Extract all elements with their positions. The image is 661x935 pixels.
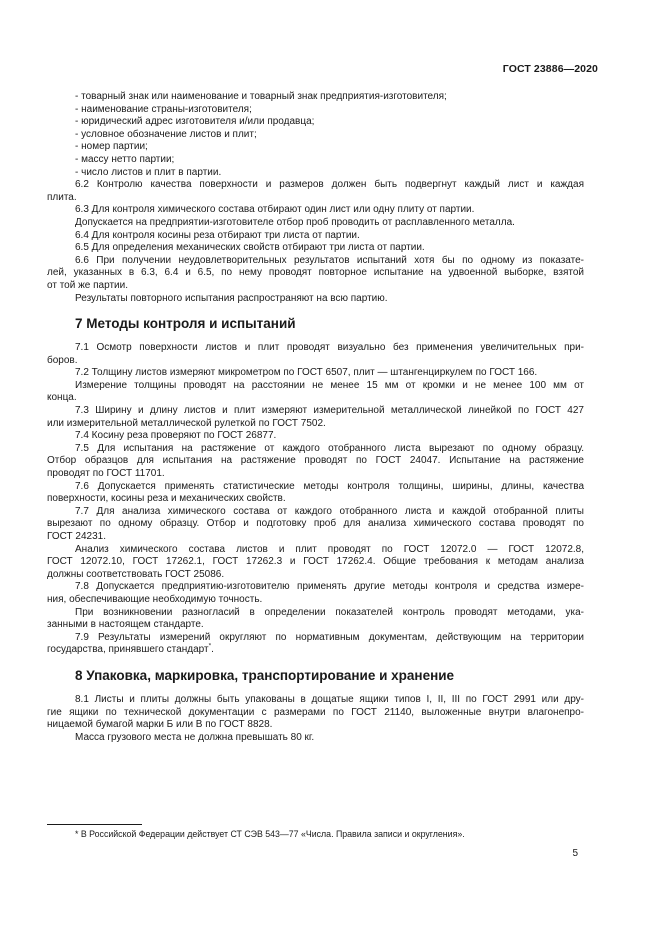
page-number: 5	[572, 848, 578, 859]
paragraph-8-1-line: гие ящики по технической документации с размерами по ГОСТ 21140, выложенные внутри влагонепро-	[47, 706, 584, 718]
paragraph-7-1-line: 7.1 Осмотр поверхности листов и плит проводят визуально без применения увеличительных при-	[75, 342, 584, 354]
paragraph-7-7-line: 7.7 Для анализа химического состава от каждого отобранного листа и каждой отобранной плиты	[75, 505, 584, 517]
paragraph-7-7-note-line: должны соответствовать ГОСТ 25086.	[47, 568, 225, 580]
list-item: - наименование страны-изготовителя;	[75, 103, 252, 115]
footnote-divider	[47, 824, 142, 825]
paragraph-8-1-line: ницаемой бумагой марки Б или В по ГОСТ 8828.	[47, 719, 273, 731]
list-item: - номер партии;	[75, 141, 148, 153]
section-7-heading: 7 Методы контроля и испытаний	[75, 316, 296, 332]
footnote-mark: *	[208, 643, 212, 651]
paragraph-7-9-text: государства, принявшего стандарт	[47, 644, 209, 656]
paragraph-7-2-note-line: конца.	[47, 392, 77, 404]
paragraph-7-7-note-line: Анализ химического состава листов и плит проводят по ГОСТ 12072.0 — ГОСТ 12072.8,	[75, 543, 584, 555]
list-item: - массу нетто партии;	[75, 153, 175, 165]
paragraph-8-1-line: 8.1 Листы и плиты должны быть упакованы в дощатые ящики типов I, II, III по ГОСТ 2991 или дру-	[75, 693, 584, 705]
list-item: - юридический адрес изготовителя и/или продавца;	[75, 116, 315, 128]
paragraph-7-2-note-line: Измерение толщины проводят на расстоянии не менее 15 мм от кромки и не менее 100 мм от	[75, 379, 584, 391]
paragraph-6-6-line: лей, указанных в 6.3, 6.4 и 6.5, по нему проводят повторное испытание на удвоенной выборке, взятой	[47, 267, 584, 279]
paragraph-7-8-note-line: При возникновении разногласий в определении показателей контроль проводят методами, ука-	[75, 606, 584, 618]
list-item: - число листов и плит в партии.	[75, 166, 222, 178]
paragraph-7-5-line: 7.5 Для испытания на растяжение от каждого отобранного листа вырезают по одному образцу.	[75, 442, 584, 454]
paragraph-7-5-line: Отбор образцов для испытания на растяжение проводят по ГОСТ 24047. Испытание на растяжение	[47, 455, 584, 467]
paragraph-6-2-line: плита.	[47, 191, 77, 203]
paragraph-7-3-line: или измерительной металлической рулеткой по ГОСТ 7502.	[47, 417, 326, 429]
paragraph-7-8-note-line: занными в настоящем стандарте.	[47, 619, 204, 631]
paragraph-8-1-note: Масса грузового места не должна превышать 80 кг.	[75, 731, 315, 743]
paragraph-6-3: 6.3 Для контроля химического состава отбирают один лист или одну плиту от партии.	[75, 204, 475, 216]
paragraph-7-7-line: ГОСТ 24231.	[47, 531, 106, 542]
paragraph-7-1-line: боров.	[47, 354, 78, 366]
paragraph-7-3-line: 7.3 Ширину и длину листов и плит измеряют измерительной металлической линейкой по ГОСТ 427	[75, 405, 584, 417]
footnote: * В Российской Федерации действует СТ СЭВ 543—77 «Числа. Правила записи и округления».	[75, 829, 465, 839]
paragraph-7-2: 7.2 Толщину листов измеряют микрометром по ГОСТ 6507, плит — штангенциркулем по ГОСТ 166.	[75, 367, 538, 379]
paragraph-6-6-line: от той же партии.	[47, 279, 128, 291]
paragraph-6-3-note: Допускается на предприятии-изготовителе отбор проб проводить от расплавленного металла.	[75, 216, 515, 228]
paragraph-6-6-note: Результаты повторного испытания распространяют на всю партию.	[75, 292, 388, 304]
paragraph-7-9-end: .	[211, 644, 214, 656]
paragraph-7-6-line: 7.6 Допускается применять статистические методы контроля толщины, ширины, длины, качества	[75, 480, 584, 492]
paragraph-7-8-line: 7.8 Допускается предприятию-изготовителю применять другие методы контроля и средства измере-	[75, 581, 584, 593]
paragraph-6-4: 6.4 Для контроля косины реза отбирают три листа от партии.	[75, 229, 360, 241]
list-item: - товарный знак или наименование и товарный знак предприятия-изготовителя;	[75, 91, 447, 102]
document-number: ГОСТ 23886—2020	[502, 63, 598, 75]
paragraph-6-2-line: 6.2 Контролю качества поверхности и размеров должен быть подвергнут каждый лист и каждая	[75, 179, 584, 191]
paragraph-7-7-note-line: ГОСТ 12072.10, ГОСТ 17262.1, ГОСТ 17262.3 и ГОСТ 17262.4. Общие требования к методам анализа	[47, 556, 584, 568]
list-item: - условное обозначение листов и плит;	[75, 128, 257, 140]
paragraph-7-5-line: проводят по ГОСТ 11701.	[47, 468, 165, 480]
paragraph-7-4: 7.4 Косину реза проверяют по ГОСТ 26877.	[75, 430, 277, 442]
paragraph-7-6-line: поверхности, косины реза и механических свойств.	[47, 493, 286, 505]
paragraph-7-9-line	[47, 644, 584, 657]
page-body	[47, 91, 584, 744]
section-8-heading: 8 Упаковка, маркировка, транспортирование и хранение	[75, 667, 455, 683]
paragraph-6-5: 6.5 Для определения механических свойств отбирают три листа от партии.	[75, 242, 425, 254]
paragraph-6-6-line: 6.6 При получении неудовлетворительных результатов испытаний хотя бы по одному из показате-	[75, 254, 584, 266]
paragraph-7-9-line: 7.9 Результаты измерений округляют по нормативным документам, действующим на территории	[75, 631, 584, 643]
paragraph-7-7-line: вырезают по одному образцу. Отбор и подготовку проб для анализа химического состава проводят по	[47, 518, 584, 530]
paragraph-7-8-line: ния, обеспечивающие необходимую точность.	[47, 593, 263, 605]
